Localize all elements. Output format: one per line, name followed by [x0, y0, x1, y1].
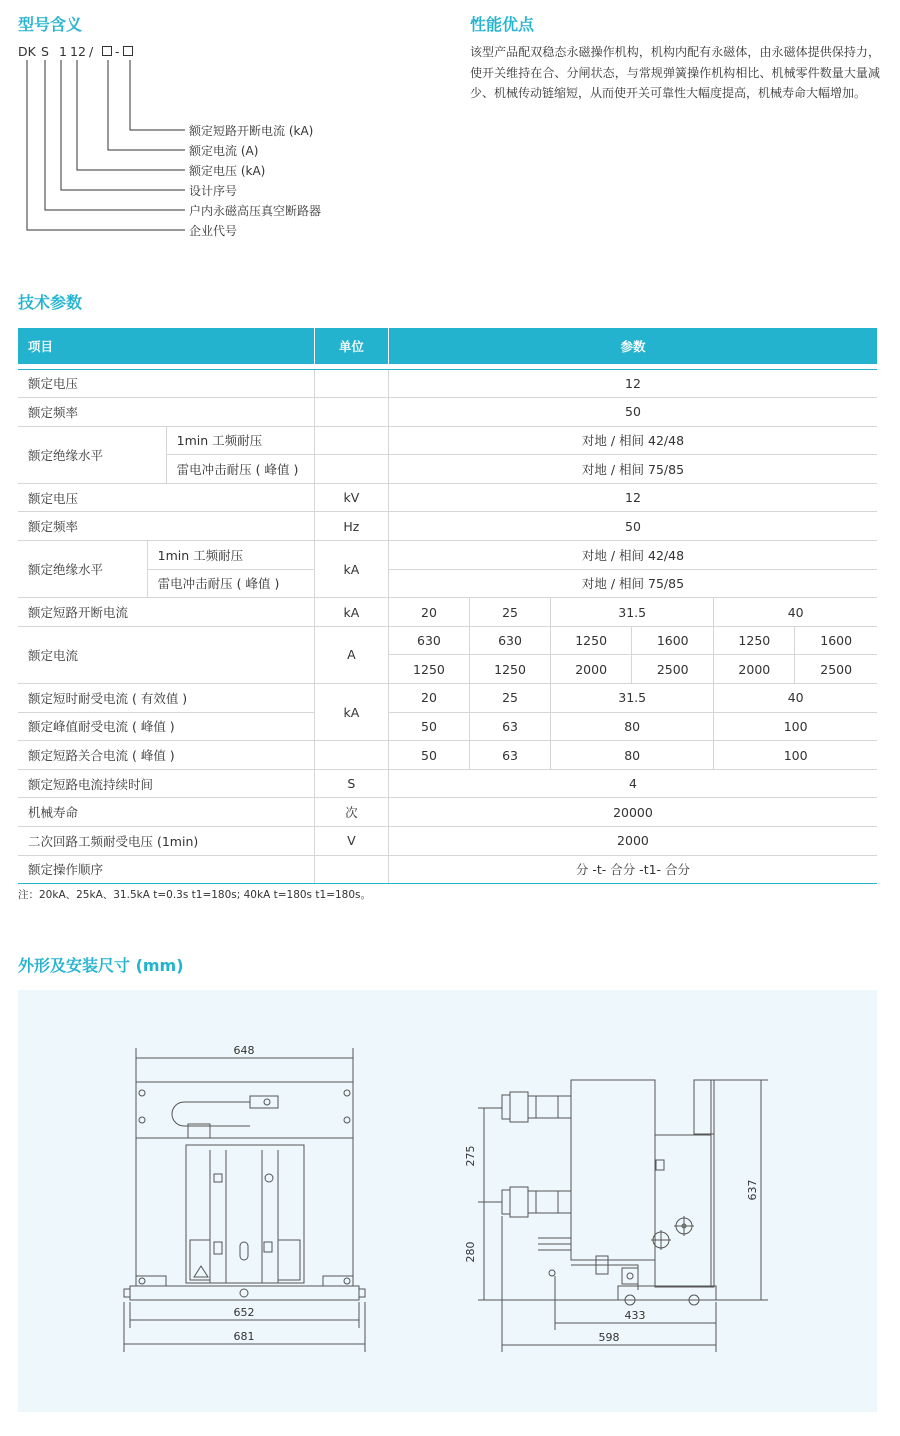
model-label-rated-voltage: 额定电压 (kA) [189, 164, 266, 178]
performance-text: 该型产品配双稳态永磁操作机构，机构内配有永磁体，由永磁体提供保持力，使开关维持在合、分闸状态，与常规弹簧操作机构相比、机械零件数量大量减少、机械传动链缩短，从而使开关可靠性大幅度提高，机械寿命大幅增加。 [470, 45, 880, 100]
table-row: 额定电流 A 630 630 1250 1600 1250 1600 [18, 626, 877, 655]
model-label-type: 户内永磁高压真空断路器 [189, 204, 322, 218]
table-row: 额定短路电流持续时间 S 4 [18, 769, 877, 798]
dim-652: 652 [233, 1306, 255, 1319]
tech-params-title: 技术参数 [18, 293, 83, 312]
table-row: 额定短时耐受电流 ( 有效值 ) kA 20 25 31.5 40 [18, 684, 877, 713]
dim-433: 433 [624, 1309, 646, 1322]
table-row: 额定电压 kV 12 [18, 483, 877, 512]
spec-table [18, 328, 877, 884]
code-1: 1 [59, 44, 67, 59]
table-row: 额定短路开断电流 kA 20 25 31.5 40 [18, 598, 877, 627]
dim-280: 280 [464, 1241, 477, 1263]
table-row: 额定绝缘水平 1min 工频耐压 kA 对地 / 相间 42/48 [18, 541, 877, 570]
model-label-design-no: 设计序号 [189, 184, 238, 198]
dim-637: 637 [746, 1179, 759, 1201]
table-header-row [18, 328, 877, 364]
dim-648: 648 [233, 1044, 255, 1057]
table-row: 额定频率 50 [18, 398, 877, 427]
dimensions-title: 外形及安装尺寸 (mm) [18, 956, 184, 975]
dim-681: 681 [233, 1330, 255, 1343]
table-row: 额定电压 12 [18, 369, 877, 398]
table-row: 额定峰值耐受电流 ( 峰值 ) 50 63 80 100 [18, 712, 877, 741]
table-row: 雷电冲击耐压 ( 峰值 ) 对地 / 相间 75/85 [18, 569, 877, 598]
table-row: 机械寿命 次 20000 [18, 798, 877, 827]
code-s: S [41, 44, 49, 59]
dim-598: 598 [598, 1331, 620, 1344]
header-item: 项目 [18, 328, 314, 364]
side-view [478, 1080, 768, 1352]
dimension-drawings [18, 990, 877, 1412]
performance-title: 性能优点 [470, 15, 535, 34]
model-label-breaking-current: 额定短路开断电流 (kA) [189, 124, 314, 138]
table-row: 二次回路工频耐受电压 (1min) V 2000 [18, 827, 877, 856]
table-row: 雷电冲击耐压 ( 峰值 ) 对地 / 相间 75/85 [18, 455, 877, 484]
code-slash: / [89, 44, 94, 59]
model-meaning-title: 型号含义 [18, 15, 83, 34]
table-row: 额定绝缘水平 1min 工频耐压 对地 / 相间 42/48 [18, 426, 877, 455]
code-dk: DK [18, 44, 36, 59]
table-row: 额定频率 Hz 50 [18, 512, 877, 541]
model-label-company-code: 企业代号 [189, 224, 238, 238]
code-dash: - [115, 44, 120, 59]
table-note: 注：20kA、25kA、31.5kA t=0.3s t1=180s; 40kA t=180s t1=180s。 [18, 889, 371, 901]
table-row: 额定操作顺序 分 -t- 合分 -t1- 合分 [18, 855, 877, 884]
header-params: 参数 [388, 328, 877, 364]
model-label-rated-current: 额定电流 (A) [189, 144, 259, 158]
header-unit: 单位 [314, 328, 388, 364]
table-row: 额定短路关合电流 ( 峰值 ) 50 63 80 100 [18, 741, 877, 770]
code-12: 12 [70, 44, 86, 59]
dimension-drawing-panel [18, 990, 877, 1412]
dim-275: 275 [464, 1145, 477, 1167]
table-row: 1250 1250 2000 2500 2000 2500 [18, 655, 877, 684]
